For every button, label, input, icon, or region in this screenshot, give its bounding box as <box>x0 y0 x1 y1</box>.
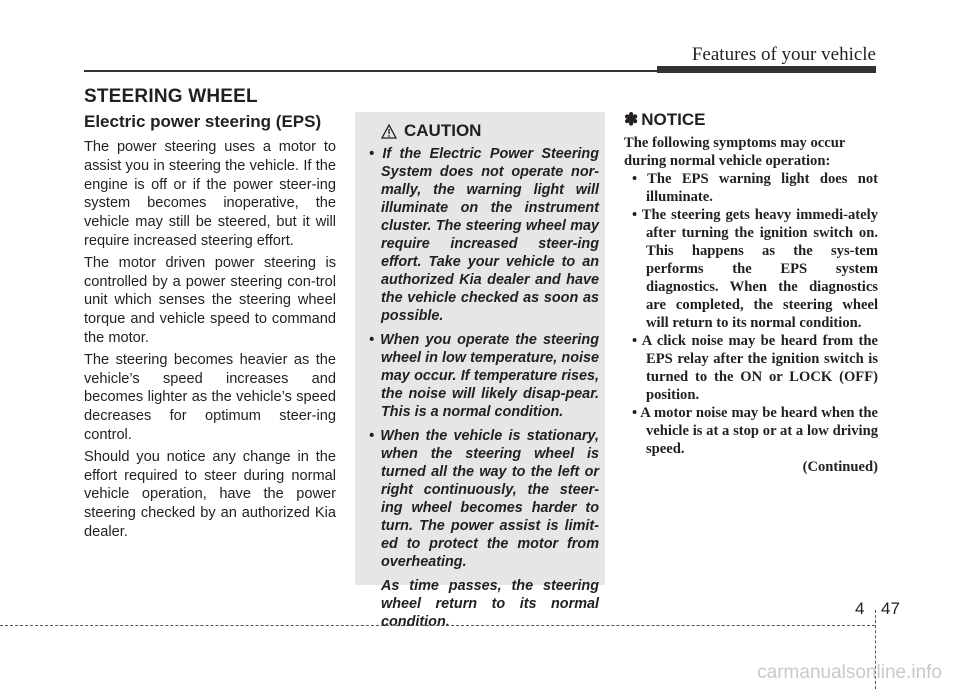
eps-paragraph: The steering becomes heavier as the vehicle’s speed increases and becomes lighter as the vehicle’s speed decreases for optimum steer-ing control. <box>84 351 336 443</box>
page-header-title: Features of your vehicle <box>691 44 876 65</box>
notice-header <box>624 110 878 130</box>
caution-header <box>369 121 599 141</box>
watermark: carmanualsonline.info <box>757 662 942 683</box>
notice-intro: The following symptoms may occur during normal vehicle operation: <box>624 135 846 169</box>
caution-bullet: • When the vehicle is stationary, when the steering wheel is turned all the way to the left or right continuously, the steer-ing wheel becomes harder to turn. The power assist is limit-ed to protect the motor from overheating. <box>369 428 599 570</box>
notice-star-icon: ✽ <box>624 110 639 129</box>
page-chapter-number: 4 <box>855 599 865 618</box>
eps-column <box>84 112 336 545</box>
notice-body <box>624 134 878 476</box>
section-title: STEERING WHEEL <box>84 86 258 107</box>
page-number: 47 <box>881 599 900 618</box>
notice-bullet: • A motor noise may be heard when the vehicle is at a stop or at a low driving speed. <box>632 405 878 457</box>
eps-paragraph: The motor driven power steering is controlled by a power steering con-trol unit which senses the steering wheel torque and vehicle speed to command the motor. <box>84 254 336 346</box>
caution-bullet: • If the Electric Power Steering System does not operate nor-mally, the warning light will illuminate on the instrument cluster. The steering wheel may require increased steer-ing effort. Take your vehicle to an authorized Kia dealer and have the vehicle checked as soon as possible. <box>369 146 599 324</box>
notice-bullet: • The EPS warning light does not illuminate. <box>632 171 878 205</box>
notice-title: NOTICE <box>641 110 706 129</box>
eps-heading: Electric power steering (EPS) <box>84 112 322 131</box>
notice-continued: (Continued) <box>802 459 878 475</box>
notice-section <box>624 110 878 476</box>
caution-title: CAUTION <box>404 121 482 140</box>
header-rule-accent <box>657 66 876 73</box>
notice-bullet: • The steering gets heavy immedi-ately after turning the ignition switch on. This happens as the sys-tem performs the EPS system diagnostics. When the diagnostics are completed, the steering wheel will return to its normal condition. <box>632 207 878 331</box>
notice-bullet: • A click noise may be heard from the EPS relay after the ignition switch is turned to the ON or LOCK (OFF) position. <box>632 333 878 403</box>
caution-box <box>355 112 605 630</box>
caution-bullet: • When you operate the steering wheel in low temperature, noise may occur. If temperature rises, the noise will likely disap-pear. This is a normal condition. <box>369 332 599 420</box>
warning-triangle-icon <box>381 124 397 139</box>
eps-paragraph: Should you notice any change in the effort required to steer during normal vehicle operation, have the power steering checked by an authorized Kia dealer. <box>84 448 336 540</box>
eps-paragraph: The power steering uses a motor to assist you in steering the vehicle. If the engine is off or if the power steer-ing system becomes inoperative, the vehicle may still be steered, but it will require increased steering effort. <box>84 139 336 249</box>
caution-bullet: As time passes, the steering wheel return to its normal condition. <box>381 578 599 630</box>
footer-rule <box>0 625 875 626</box>
